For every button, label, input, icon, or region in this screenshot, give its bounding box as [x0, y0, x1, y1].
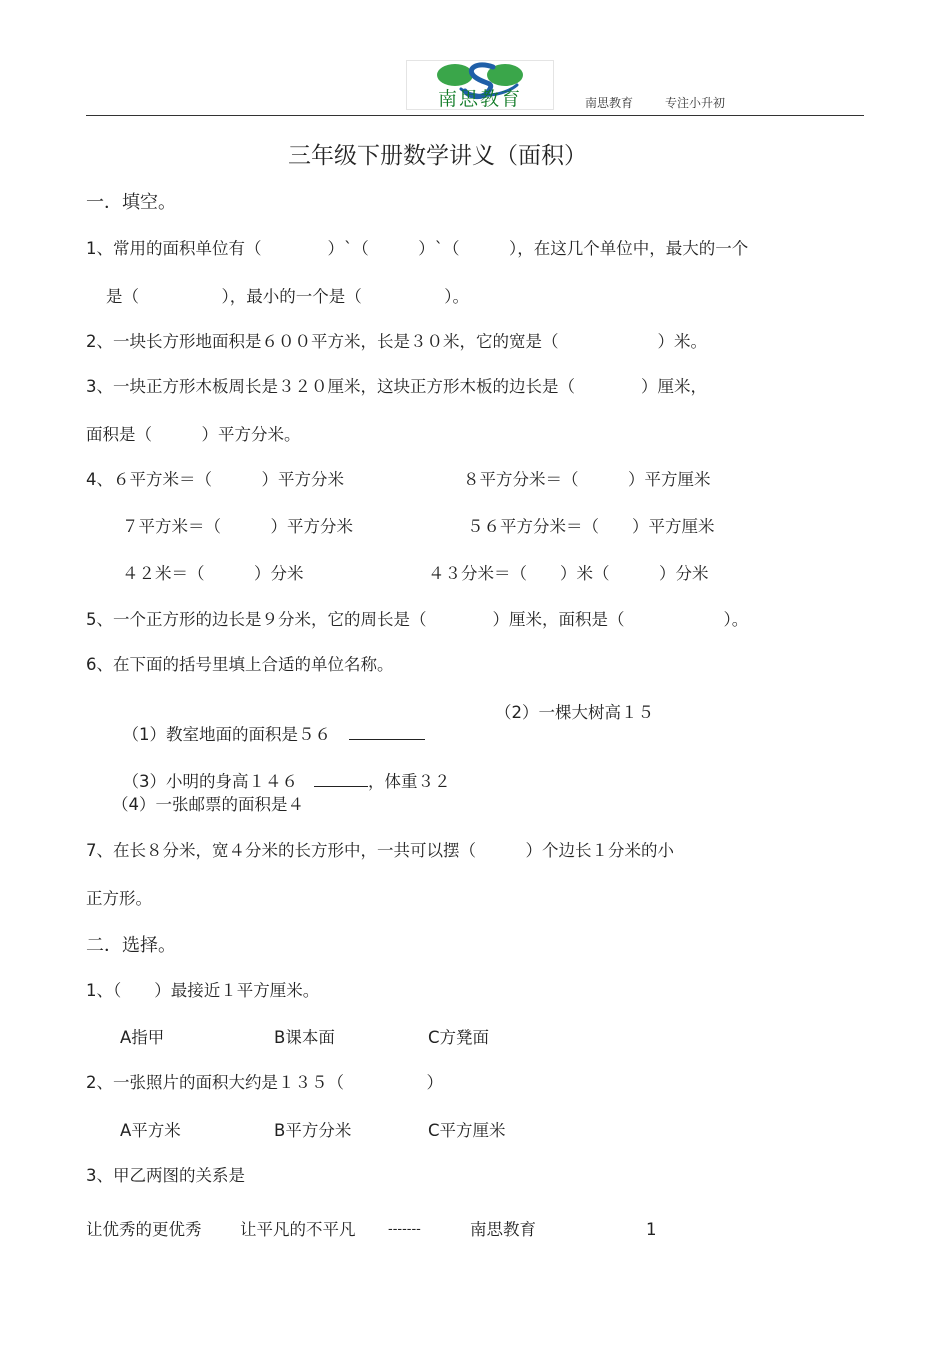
s2-q1: 1、（ ）最接近１平方厘米。 — [86, 981, 320, 1000]
q1-line2: 是（ ），最小的一个是（ ）。 — [106, 287, 469, 306]
section2-heading: 二．选择。 — [86, 935, 176, 956]
q5: 5、一个正方形的边长是９分米，它的周长是（ ）厘米，面积是（ ）。 — [86, 610, 749, 629]
s2-q3: 3、甲乙两图的关系是 — [86, 1166, 245, 1185]
q2: 2、一块长方形地面积是６００平方米，长是３０米，它的宽是（ ）米。 — [86, 332, 707, 351]
q6-item3-weight: ，体重３２ — [368, 772, 451, 791]
q7-line2: 正方形。 — [86, 889, 152, 908]
q3-line1: 3、一块正方形木板周长是３２０厘米，这块正方形木板的边长是（ ）厘米， — [86, 377, 707, 396]
q4-row1-left: 4、６平方米＝（ ）平方分米 — [86, 470, 344, 489]
footer-motto-1: 让优秀的更优秀 — [86, 1220, 202, 1239]
footer-motto-2: 让平凡的不平凡 — [240, 1220, 356, 1239]
q4-row3-left: ４２米＝（ ）分米 — [122, 564, 304, 583]
footer-brand: 南思教育 — [470, 1220, 536, 1239]
s2-q1-option-a: A指甲 — [120, 1028, 165, 1047]
q6-item3-text: （3）小明的身高１４６ — [122, 772, 298, 791]
q7-line1: 7、在长８分米，宽４分米的长方形中，一共可以摆（ ）个边长１分米的小 — [86, 841, 674, 860]
s2-q1-option-c: C方凳面 — [428, 1028, 490, 1047]
section1-heading: 一．填空。 — [86, 192, 176, 213]
footer-dashes: ------- — [388, 1222, 421, 1237]
s2-q2-option-b: B平方分米 — [274, 1121, 352, 1140]
q6-item1-text: （1）教室地面的面积是５６ — [122, 725, 331, 744]
q6-item4: （4）一张邮票的面积是４ — [112, 795, 304, 814]
header-slogan: 专注小升初 — [665, 96, 726, 110]
header-brand: 南思教育 — [585, 96, 634, 110]
q6-item2: （2）一棵大树高１５ — [495, 703, 654, 722]
q6-item3 — [112, 750, 451, 792]
page-number: 1 — [646, 1220, 657, 1239]
q4-row1-right: ８平方分米＝（ ）平方厘米 — [463, 470, 711, 489]
logo-text: 南思教育 — [437, 88, 522, 110]
s2-q2-option-c: C平方厘米 — [428, 1121, 506, 1140]
q1-line1: 1、常用的面积单位有（ ）`（ ）`（ ），在这几个单位中，最大的一个 — [86, 239, 749, 258]
q3-line2: 面积是（ ）平方分米。 — [86, 425, 301, 444]
q4-row2-right: ５６平方分米＝（ ）平方厘米 — [467, 517, 715, 536]
s2-q1-option-b: B课本面 — [274, 1028, 335, 1047]
answer-blank[interactable] — [349, 723, 425, 740]
page-title: 三年级下册数学讲义（面积） — [288, 143, 587, 169]
logo — [406, 60, 554, 110]
header-divider — [86, 115, 864, 116]
s2-q2-option-a: A平方米 — [120, 1121, 181, 1140]
q4-row2-left: ７平方米＝（ ）平方分米 — [122, 517, 353, 536]
answer-blank[interactable] — [314, 770, 368, 787]
q6-item1 — [112, 703, 425, 745]
q4-row3-right: ４３分米＝（ ）米（ ）分米 — [428, 564, 709, 583]
s2-q2: 2、一张照片的面积大约是１３５（ ） — [86, 1073, 443, 1092]
q6: 6、在下面的括号里填上合适的单位名称。 — [86, 655, 394, 674]
